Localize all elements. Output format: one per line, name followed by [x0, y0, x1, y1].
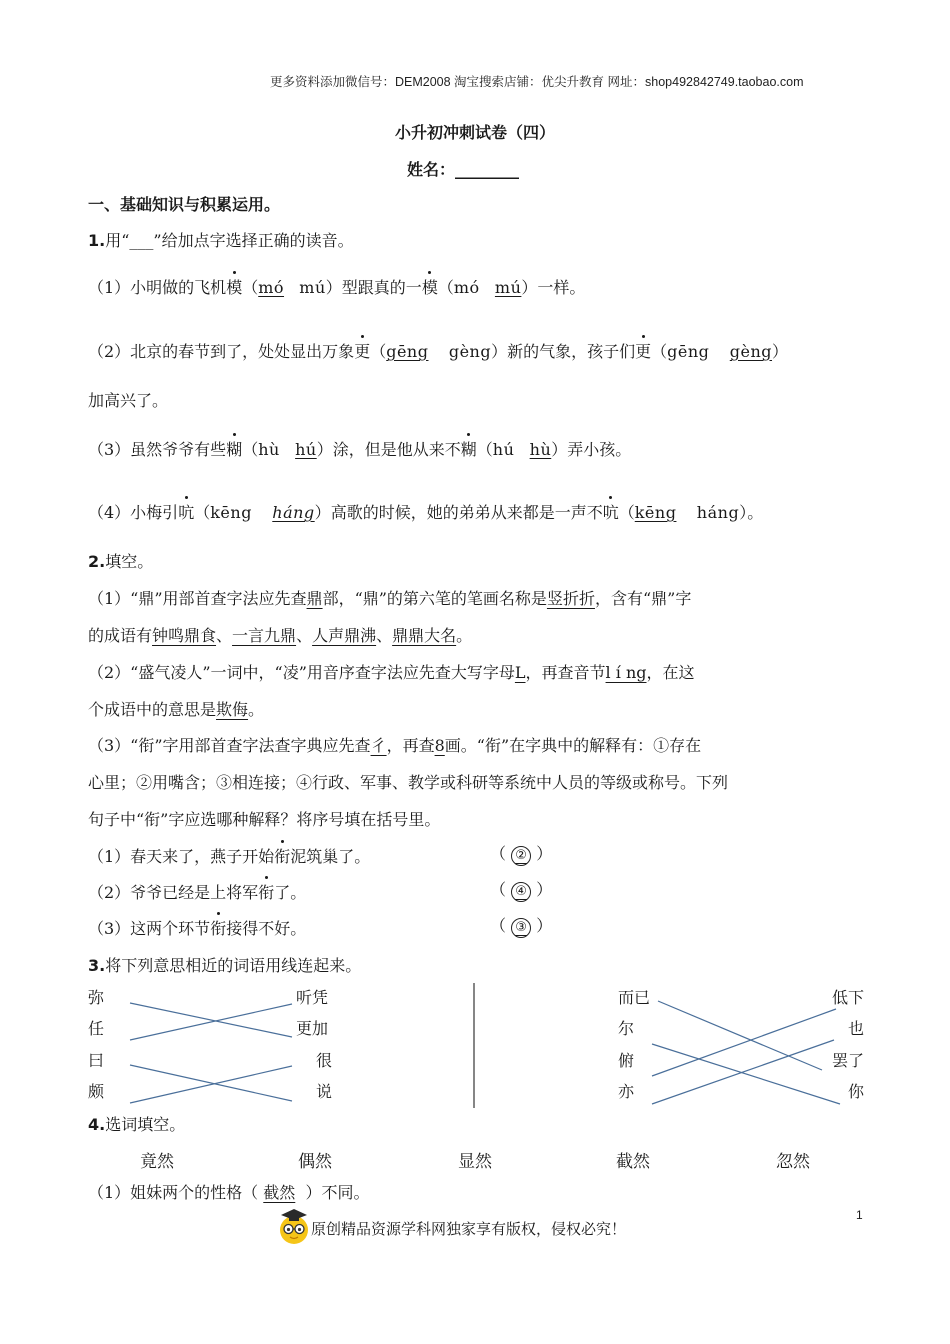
q1-4-dotted-char: 吭 [178, 500, 194, 523]
q2-p1-sep-2: 、 [296, 626, 313, 645]
q4-word-1: 竟然 [140, 1152, 174, 1172]
q1-3-option-d: hù [529, 440, 552, 459]
q3-left-word-2: 任 [88, 1019, 105, 1038]
q1-2-option-b: gèng [448, 342, 492, 361]
q2-p1-end: 。 [456, 626, 473, 645]
paren-open: （ [490, 916, 507, 935]
q1-2-option-d: gèng [729, 342, 773, 361]
q2-p3-d: 画。“衔”在字典中的解释有：①存在 [444, 736, 702, 755]
q1-2-mid: 新的气象，孩子们 [507, 342, 636, 361]
q1-item-2-cont: 加高兴了。 [88, 391, 169, 410]
q2-p3-c: ，再查 [386, 736, 435, 755]
q2-p1-idiom-4: 鼎鼎大名 [392, 626, 457, 645]
q1-1-pre: （1）小明做的飞机 [88, 278, 227, 297]
q2-p1-idiom-1: 钟鸣鼎食 [152, 626, 217, 645]
q2-p3-answer-radical: 彳 [370, 736, 387, 755]
q2-sub-2-pre: （2）爷爷已经是上将军 [88, 883, 259, 902]
match-line-4 [130, 1066, 292, 1103]
paren-open: （ [490, 880, 507, 899]
q4-sub-1 [88, 1180, 369, 1203]
q1-3-mid: 涂，但是他从来不 [332, 440, 461, 459]
q2-p3-line2: 心里；②用嘴含；③相连接；④行政、军事、教学或科研等系统中人员的等级或称号。下列 [88, 773, 729, 792]
mascot-logo [278, 1203, 310, 1247]
q4-word-3: 显然 [458, 1152, 492, 1172]
q1-text: 用“___”给加点字选择正确的读音。 [105, 231, 354, 250]
name-label: 姓名： [407, 160, 456, 179]
q1-number: 1. [88, 231, 106, 250]
q4-word-5: 忽然 [776, 1152, 810, 1172]
match-line-8 [652, 1040, 834, 1104]
q1-item-4: （4）小梅引吭（kēng háng）高歌的时候，她的弟弟从来都是一声不吭（kēng háng）。 [88, 500, 763, 523]
q1-3-option-a: hù [258, 440, 280, 459]
q1-3-dotted-char-2: 糊 [461, 437, 477, 460]
q4-sub-1-answer: 截然 [263, 1183, 296, 1202]
q2-text: 填空。 [105, 552, 154, 571]
q1-4-option-c: kēng [634, 503, 677, 522]
q2-sub-2-dotted-char: 衔 [258, 880, 274, 903]
q2-p2-answer-meaning: 欺侮 [216, 700, 249, 719]
q2-p1-idiom-2: 一言九鼎 [232, 626, 297, 645]
q1-4-dotted-char-2: 吭 [603, 500, 619, 523]
q2-p1-d: ，含有“鼎”字 [594, 589, 692, 608]
q1-4-pre: （4）小梅引 [88, 503, 179, 522]
q2-sub-3-pre: （3）这两个环节 [88, 919, 211, 938]
q3-left-match-2: 更加 [296, 1019, 329, 1038]
q3-text: 将下列意思相近的词语用线连起来。 [105, 956, 362, 975]
q1-1-option-d: mú [494, 278, 522, 297]
q2-p1-c: 部，“鼎”的第六笔的笔画名称是 [322, 589, 547, 608]
q1-1-mid: 型跟真的一 [341, 278, 422, 297]
q2-p2-e: 个成语中的意思是 [88, 700, 217, 719]
q2-sub-1-post: 泥筑巢了。 [290, 847, 371, 866]
q1-item-1: （1）小明做的飞机模（mó mú）型跟真的一模（mó mú）一样。 [88, 275, 585, 298]
q1-3-pre: （3）虽然爷爷有些 [88, 440, 227, 459]
q2-number: 2. [88, 552, 106, 571]
q2-sub-2-answer-value: ④ [511, 882, 531, 902]
q3-right-word-3: 俯 [618, 1051, 635, 1070]
q1-2-option-a: gēng [386, 342, 429, 361]
q3-right-word-1: 而已 [618, 988, 651, 1007]
section-heading: 一、基础知识与积累运用。 [88, 195, 281, 214]
q1-1-option-b: mú [299, 278, 326, 297]
q1-4-mid: 高歌的时候，她的弟弟从来都是一声不 [330, 503, 603, 522]
q1-3-option-c: hú [492, 440, 515, 459]
q3-right-match-1: 低下 [831, 988, 864, 1007]
q1-item-3: （3）虽然爷爷有些糊（hù hú）涂，但是他从来不糊（hú hù）弄小孩。 [88, 437, 631, 460]
match-line-2 [130, 1004, 292, 1040]
q2-p1-sep-1: 、 [216, 626, 233, 645]
q1-2-pre: （2）北京的春节到了，处处显出万象 [88, 342, 355, 361]
q1-1-option-c: mó [453, 278, 480, 297]
q1-1-dotted-char-2: 模 [422, 275, 438, 298]
q2-sub-1-answer-value: ② [511, 846, 531, 866]
q3-left-word-3: 曰 [88, 1051, 105, 1070]
q2-p1-a: （1）“鼎”用部首查字法应先查 [88, 589, 307, 608]
match-line-7 [652, 1009, 836, 1076]
q3-right-word-2: 尔 [618, 1019, 635, 1038]
q2-sub-3-post: 接得不好。 [226, 919, 307, 938]
q2-p2-d: ，在这 [646, 663, 695, 682]
match-line-6 [652, 1044, 840, 1104]
q4-prompt [88, 1112, 185, 1135]
paren-close: ） [536, 916, 553, 935]
q4-sub-1-pre: （1）姐妹两个的性格（ [88, 1183, 259, 1202]
q4-word-2: 偶然 [298, 1152, 332, 1172]
q3-left-match-3: 很 [316, 1051, 333, 1070]
q1-2-option-c: gēng [667, 342, 710, 361]
name-blank: ________ [455, 160, 520, 179]
q1-item-2: （2）北京的春节到了，处处显出万象更（gēng gèng）新的气象，孩子们更（gēng gèng） [88, 339, 788, 362]
q1-2-dotted-char: 更 [354, 339, 370, 362]
q3-left-match-4: 说 [316, 1082, 333, 1101]
q4-sub-1-post: ）不同。 [305, 1183, 370, 1202]
q2-p1-idiom-3: 人声鼎沸 [312, 626, 377, 645]
q3-left-word-1: 弥 [88, 988, 105, 1007]
q1-4-post: 。 [747, 503, 764, 522]
q2-sub-1-dotted-char: 衔 [274, 844, 290, 867]
q2-p2-end: 。 [248, 700, 265, 719]
q1-1-option-a: mó [258, 278, 285, 297]
q3-number: 3. [88, 956, 106, 975]
q2-sub-2-post: 了。 [274, 883, 307, 902]
q1-1-post: 一样。 [537, 278, 586, 297]
paren-open: （ [490, 844, 507, 863]
match-line-1 [130, 1003, 292, 1037]
q1-4-option-b: háng [272, 503, 315, 522]
q2-p3-a: （3）“衔”字用部首查字法查字典应先查 [88, 736, 371, 755]
header-info: 更多资料添加微信号：DEM2008 淘宝搜索店铺：优尖升教育 网址：shop492842749.taobao.com [270, 75, 804, 89]
q2-p3-line3: 句子中“衔”字应选哪种解释？将序号填在括号里。 [88, 810, 441, 829]
q3-right-match-2: 也 [847, 1019, 864, 1038]
match-line-5 [658, 1001, 822, 1070]
q3-left-match-1: 听凭 [296, 988, 329, 1007]
q3-right-word-4: 亦 [618, 1082, 635, 1101]
q2-p2-answer-syllable: l í ng [605, 663, 647, 682]
match-line-3 [130, 1065, 292, 1101]
q2-sub-3-answer-value: ③ [511, 918, 531, 938]
q3-left-word-4: 颇 [88, 1082, 105, 1101]
q3-right-match-4: 你 [847, 1082, 864, 1101]
q2-p2-c: ，再查音节 [525, 663, 606, 682]
q4-text: 选词填空。 [105, 1115, 186, 1134]
q1-3-dotted-char: 糊 [226, 437, 242, 460]
footer-copyright: 原创精品资源学科网独家享有版权，侵权必究！ [311, 1220, 627, 1238]
q2-p1-sep-3: 、 [376, 626, 393, 645]
q1-2-dotted-char-2: 更 [635, 339, 651, 362]
paren-close: ） [536, 844, 553, 863]
page-title: 小升初冲刺试卷（四） [394, 123, 555, 142]
q1-4-option-a: kēng [210, 503, 252, 522]
q2-p1-e: 的成语有 [88, 626, 153, 645]
q2-sub-3-dotted-char: 衔 [210, 916, 226, 939]
q2-p1-answer-radical: 鼎 [306, 589, 323, 608]
q2-sub-1-pre: （1）春天来了，燕子开始 [88, 847, 275, 866]
page-number: 1 [856, 1208, 863, 1222]
q1-3-option-b: hú [295, 440, 317, 459]
q1-1-dotted-char: 模 [226, 275, 242, 298]
q4-word-4: 截然 [616, 1152, 650, 1172]
q1-3-post: 弄小孩。 [567, 440, 632, 459]
q2-p2-answer-letter: L [514, 663, 526, 682]
paren-close: ） [536, 880, 553, 899]
q1-4-option-d: háng [696, 503, 740, 522]
q3-right-match-3: 罢了 [831, 1051, 864, 1070]
q4-number: 4. [88, 1115, 106, 1134]
q2-p3-answer-strokes: 8 [434, 736, 445, 755]
q2-p1-answer-stroke: 竖折折 [546, 589, 595, 608]
q2-p2-a: （2）“盛气凌人”一词中，“凌”用音序查字法应先查大写字母 [88, 663, 515, 682]
